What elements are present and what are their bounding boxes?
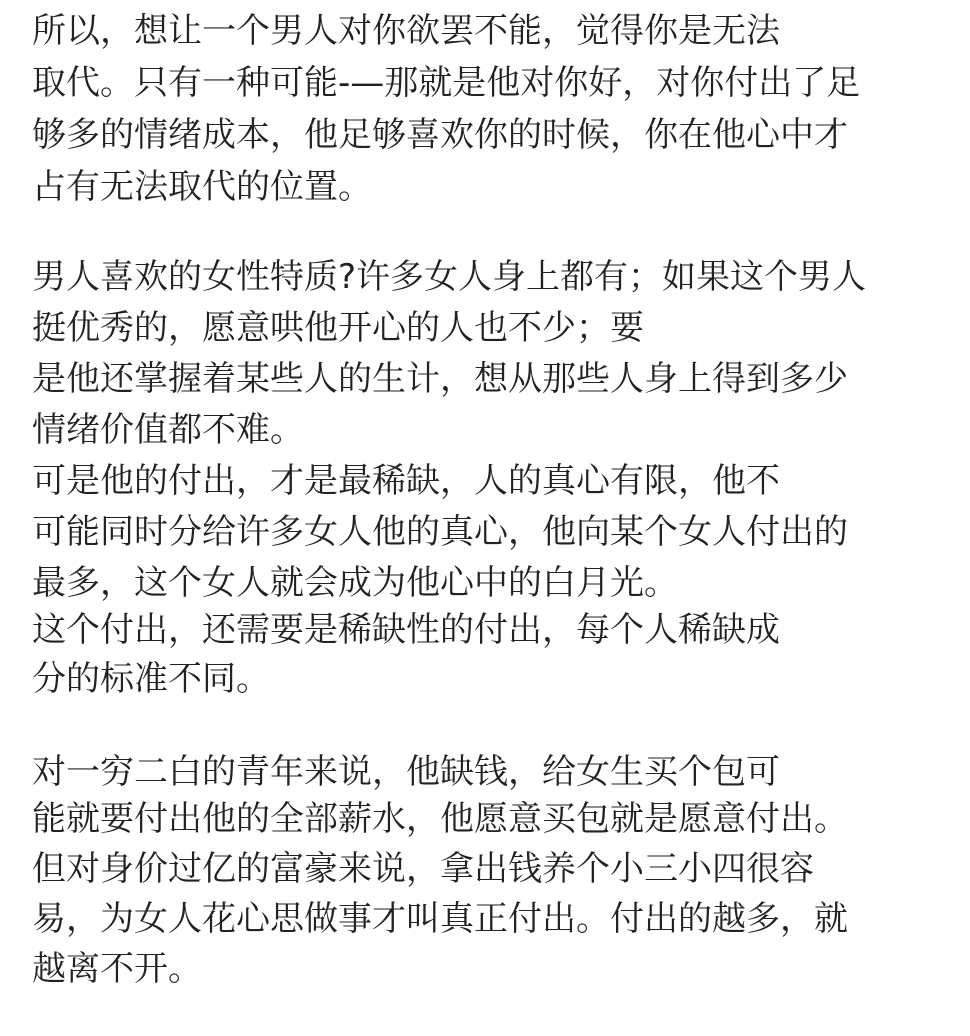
text-line: 可能同时分给许多女人他的真心，他向某个女人付出的	[32, 512, 848, 552]
text-line: 情绪价值都不难。	[32, 410, 304, 450]
text-line: 对一穷二白的青年来说，他缺钱，给女生买个包可	[32, 752, 780, 792]
text-line: 所以，想让一个男人对你欲罢不能，觉得你是无法	[32, 11, 780, 51]
text-line: 男人喜欢的女性特质?许多女人身上都有；如果这个男人	[32, 257, 867, 297]
text-line: 占有无法取代的位置。	[32, 167, 372, 207]
text-line: 是他还掌握着某些人的生计，想从那些人身上得到多少	[32, 359, 848, 399]
text-line: 取代。只有一种可能-—那就是他对你好，对你付出了足	[32, 63, 861, 103]
text-line: 易，为女人花心思做事才叫真正付出。付出的越多，就	[32, 899, 848, 939]
text-line: 越离不开。	[32, 949, 202, 989]
text-line: 可是他的付出，才是最稀缺，人的真心有限，他不	[32, 461, 780, 501]
text-line: 挺优秀的，愿意哄他开心的人也不少；要	[32, 308, 644, 348]
text-line: 够多的情绪成本，他足够喜欢你的时候，你在他心中才	[32, 115, 848, 155]
text-line: 最多，这个女人就会成为他心中的白月光。	[32, 563, 678, 603]
text-line: 但对身价过亿的富豪来说，拿出钱养个小三小四很容	[32, 849, 814, 889]
text-line: 分的标准不同。	[32, 659, 270, 699]
text-line: 能就要付出他的全部薪水，他愿意买包就是愿意付出。	[32, 799, 848, 839]
text-line: 这个付出，还需要是稀缺性的付出，每个人稀缺成	[32, 610, 780, 650]
